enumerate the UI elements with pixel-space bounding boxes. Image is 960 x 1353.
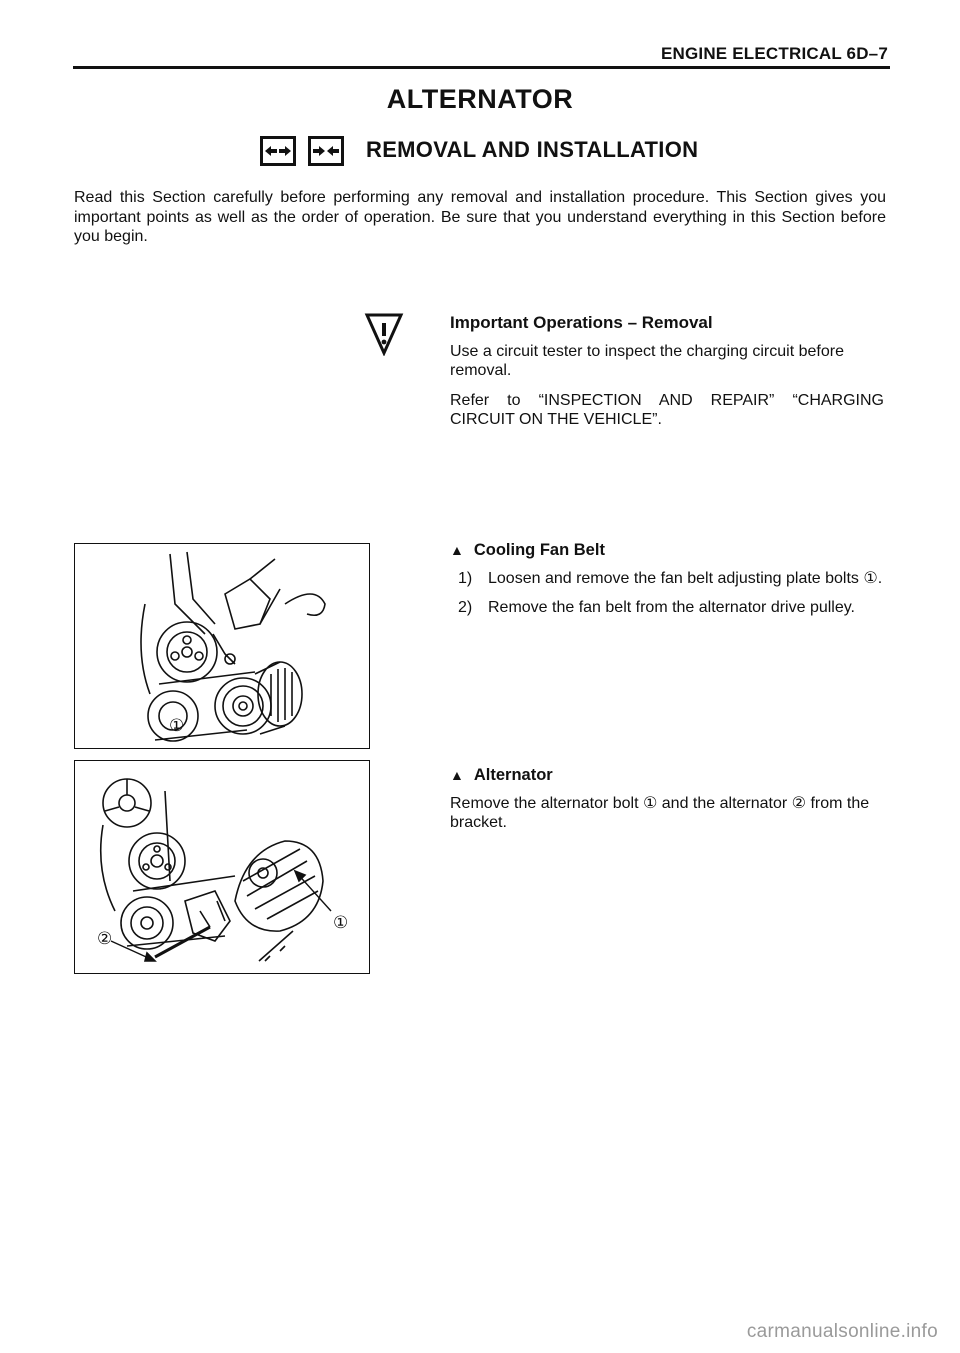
cooling-fan-belt-steps [458,569,884,618]
intro-paragraph: Read this Section carefully before performing any removal and installation procedure. This Section gives you important points as well as the order of operation. Be sure that you understand everything in this Section before you begin. [74,189,886,245]
section-title: ALTERNATOR [386,84,574,114]
step-number: 1) [458,569,473,587]
list-item [458,569,884,589]
cooling-fan-belt-heading [450,541,884,561]
fig2-callout-1: ① [333,913,349,932]
fig2-callout-2: ② [97,929,113,948]
alternator-block [450,766,884,833]
important-para-2 [450,391,884,430]
step-text: Loosen and remove the fan belt adjusting plate bolts ①. [488,569,883,587]
list-item [458,598,884,618]
important-operations-block [450,313,884,430]
figure-alternator [74,760,370,974]
installation-icon [308,136,344,166]
watermark: carmanualsonline.info [746,1321,938,1342]
triangle-marker-icon: ▲ [450,542,464,558]
figure-fan-belt [74,543,370,749]
alternator-heading [450,766,884,786]
operation-icons [260,136,344,166]
triangle-marker-icon: ▲ [450,767,464,783]
step-number: 2) [458,599,473,616]
cooling-fan-belt-block [450,541,884,628]
important-operations-title: Important Operations – Removal [450,313,713,332]
important-para-1: Use a circuit tester to inspect the charging circuit before removal. [450,342,844,379]
header-rule [73,66,890,69]
important-para-2-line-1: Refer to “INSPECTION AND REPAIR” “CHARGING [450,391,884,409]
important-para-2-line-2: CIRCUIT ON THE VEHICLE”. [450,411,662,428]
page-header-title: ENGINE ELECTRICAL 6D–7 [660,44,888,63]
removal-icon [260,136,296,166]
warning-triangle-icon [364,312,404,361]
alternator-text: Remove the alternator bolt ① and the alternator ② from the bracket. [450,794,870,831]
step-text: Remove the fan belt from the alternator drive pulley. [488,599,855,616]
alternator-title: Alternator [473,766,553,784]
subheading: REMOVAL AND INSTALLATION [366,137,699,162]
cooling-fan-belt-title: Cooling Fan Belt [473,541,605,559]
fig1-callout-1: ① [169,716,185,735]
